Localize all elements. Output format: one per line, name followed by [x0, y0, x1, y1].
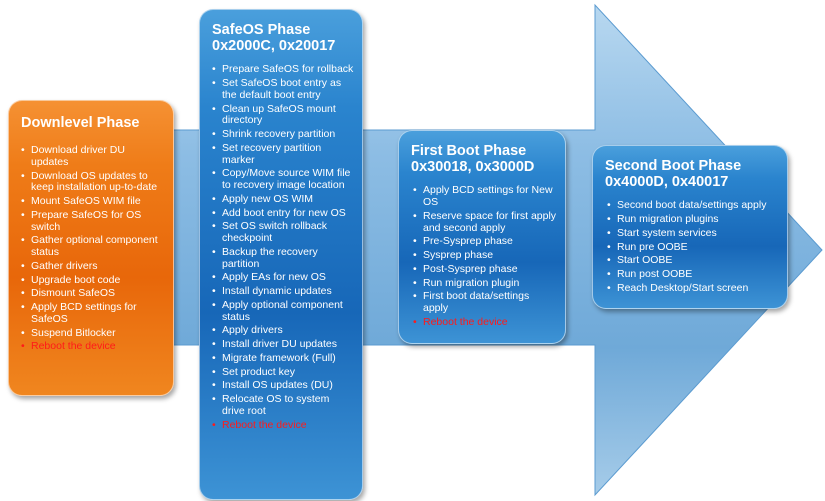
list-item: • Gather optional component status	[19, 235, 165, 259]
list-item: • Apply new OS WIM	[210, 194, 355, 206]
list-item: • Install driver DU updates	[210, 339, 355, 351]
list-item: • First boot data/settings apply	[411, 291, 557, 315]
phase-bullets-secondboot	[605, 200, 779, 294]
phase-title-text-secondboot: Second Boot Phase	[605, 158, 742, 174]
list-item: • Download driver DU updates	[19, 145, 165, 169]
list-item: • Set SafeOS boot entry as the default boot entry	[210, 78, 355, 102]
list-item: • Relocate OS to system drive root	[210, 394, 355, 418]
list-item: • Copy/Move source WIM file to recovery image location	[210, 168, 355, 192]
phase-title-secondboot	[605, 158, 787, 190]
list-item: • Set product key	[210, 367, 355, 379]
list-item: • Clean up SafeOS mount directory	[210, 104, 355, 128]
phase-card-firstboot	[398, 130, 566, 344]
list-item: • Gather drivers	[19, 261, 165, 273]
list-item: • Install OS updates (DU)	[210, 380, 355, 392]
list-item: • Apply optional component status	[210, 300, 355, 324]
phase-codes-secondboot: 0x4000D, 0x40017	[605, 174, 729, 191]
list-item: • Run migration plugins	[605, 214, 779, 226]
list-item: • Install dynamic updates	[210, 286, 355, 298]
list-item: • Post-Sysprep phase	[411, 264, 557, 276]
list-item: • Download OS updates to keep installation up-to-date	[19, 171, 165, 195]
list-item: • Shrink recovery partition	[210, 129, 355, 141]
list-item: • Reserve space for first apply and second apply	[411, 211, 557, 235]
list-item: • Dismount SafeOS	[19, 288, 165, 300]
list-item-reboot: • Reboot the device	[19, 341, 165, 353]
list-item: • Prepare SafeOS for OS switch	[19, 210, 165, 234]
list-item: • Migrate framework (Full)	[210, 353, 355, 365]
list-item: • Suspend Bitlocker	[19, 328, 165, 340]
list-item: • Run post OOBE	[605, 269, 779, 281]
phase-bullets-safeos	[210, 64, 355, 431]
list-item: • Upgrade boot code	[19, 275, 165, 287]
phase-bullets-firstboot	[411, 185, 557, 328]
list-item-reboot: • Reboot the device	[210, 420, 355, 432]
list-item: • Prepare SafeOS for rollback	[210, 64, 355, 76]
list-item: • Second boot data/settings apply	[605, 200, 779, 212]
phase-title-text-firstboot: First Boot Phase	[411, 143, 527, 159]
phase-codes-firstboot: 0x30018, 0x3000D	[411, 159, 535, 176]
list-item: • Sysprep phase	[411, 250, 557, 262]
list-item: • Apply drivers	[210, 325, 355, 337]
list-item: • Add boot entry for new OS	[210, 208, 355, 220]
phase-card-secondboot	[592, 145, 788, 309]
phase-codes-safeos: 0x2000C, 0x20017	[212, 38, 336, 55]
list-item: • Run migration plugin	[411, 278, 557, 290]
list-item: • Start system services	[605, 228, 779, 240]
phase-card-downlevel	[8, 100, 174, 396]
list-item: • Backup the recovery partition	[210, 247, 355, 271]
list-item: • Reach Desktop/Start screen	[605, 283, 779, 295]
list-item: • Set recovery partition marker	[210, 143, 355, 167]
phase-card-safeos	[199, 9, 363, 500]
list-item: • Pre-Sysprep phase	[411, 236, 557, 248]
list-item: • Apply BCD settings for SafeOS	[19, 302, 165, 326]
list-item: • Mount SafeOS WIM file	[19, 196, 165, 208]
list-item: • Apply BCD settings for New OS	[411, 185, 557, 209]
phase-title-firstboot	[411, 143, 565, 175]
list-item: • Apply EAs for new OS	[210, 272, 355, 284]
phase-title-downlevel: Downlevel Phase	[21, 115, 140, 131]
list-item-reboot: • Reboot the device	[411, 317, 557, 329]
phase-title-safeos	[212, 22, 362, 54]
phase-title-text-safeos: SafeOS Phase	[212, 22, 311, 38]
list-item: • Start OOBE	[605, 255, 779, 267]
list-item: • Run pre OOBE	[605, 242, 779, 254]
phase-bullets-downlevel	[19, 145, 165, 353]
list-item: • Set OS switch rollback checkpoint	[210, 221, 355, 245]
